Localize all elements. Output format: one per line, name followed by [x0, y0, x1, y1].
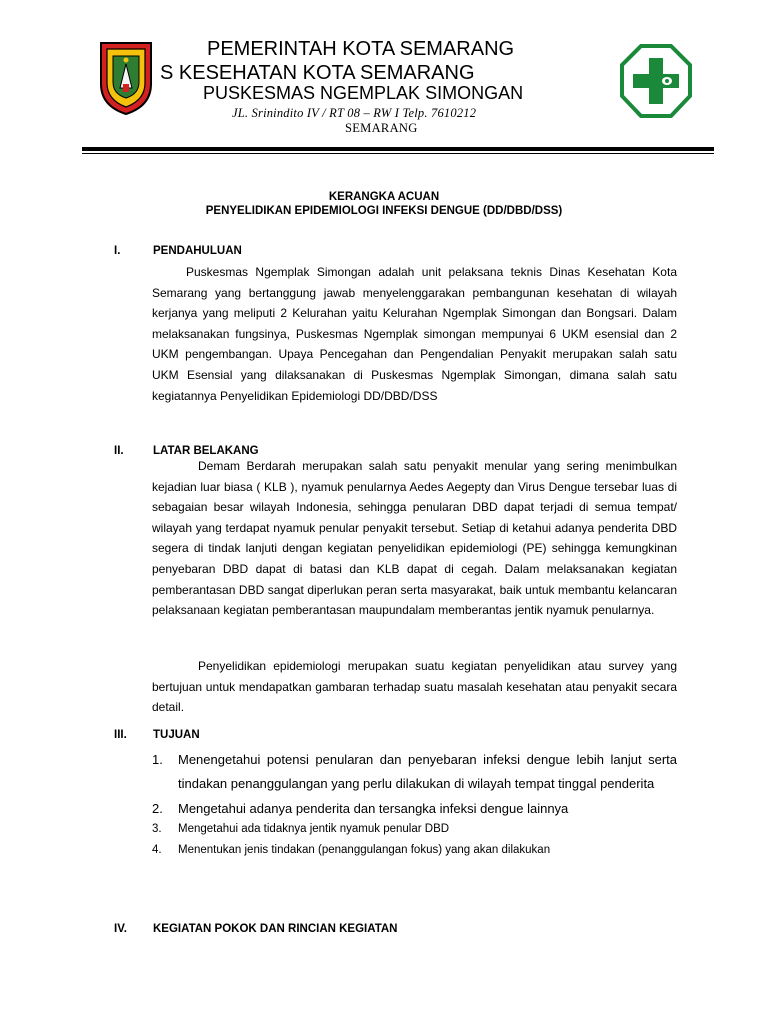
- section-number: IV.: [114, 923, 128, 935]
- letterhead-rule-thin: [82, 153, 714, 154]
- letterhead-city: SEMARANG: [345, 121, 418, 135]
- section-number: II.: [114, 445, 124, 457]
- section-heading-tujuan: TUJUAN: [153, 729, 200, 741]
- section-heading-kegiatan: KEGIATAN POKOK DAN RINCIAN KEGIATAN: [153, 923, 398, 935]
- tujuan-list: [152, 748, 677, 861]
- section-heading-pendahuluan: PENDAHULUAN: [153, 245, 242, 257]
- list-item: 1. Menengetahui potensi penularan dan penyebaran infeksi dengue lebih lanjut serta tindakan penanggulangan yang perlu dilakukan di wilayah tempat tinggal penderita: [152, 752, 677, 791]
- section-heading-latar-belakang: LATAR BELAKANG: [153, 445, 259, 457]
- letterhead-address: JL. Srinindito IV / RT 08 – RW I Telp. 7610212: [232, 106, 477, 120]
- latar-belakang-paragraph-1: Demam Berdarah merupakan salah satu penyakit menular yang sering menimbulkan kejadian luar biasa ( KLB ), nyamuk penularnya Aedes Aegepty dan Virus Dengue tersebar luas di sebagaian besar wilayah Indonesia, sehingga penularan DBD dapat terjadi di semua tempat/ wilayah yang terdapat nyamuk penular penyakit tersebut. Setiap di ketahui adanya penderita DBD segera di tindak lanjuti dengan kegiatan penyelidikan epidemiologi (PE) sehingga kemungkinan penyebaran DBD dapat di batasi dan KLB dapat di cegah. Dalam melaksanakan kegiatan pemberantasan DBD sangat diperlukan peran serta masyarakat, baik untuk membantu kelancaran pelaksanaan kegiatan pemberantasan maupundalam memberantas jentik nyamuk penularnya.: [152, 459, 677, 618]
- letterhead-government: PEMERINTAH KOTA SEMARANG: [207, 38, 515, 60]
- puskesmas-green-cross-icon: [620, 44, 692, 118]
- document-title: [0, 190, 768, 218]
- letterhead-puskesmas: PUSKESMAS NGEMPLAK SIMONGAN: [203, 83, 524, 103]
- document-title-line1: KERANGKA ACUAN: [328, 191, 440, 203]
- pendahuluan-paragraph: Puskesmas Ngemplak Simongan adalah unit pelaksana teknis Dinas Kesehatan Kota Semarang yang bertanggung jawab menyelenggarakan pembangunan kesehatan di wilayah kerjanya yang meliputi 2 Kelurahan yaitu Kelurahan Ngemplak Simongan dan Bongsari. Dalam melaksanakan fungsinya, Puskesmas Ngemplak simongan mempunyai 6 UKM esensial dan 2 UKM pengembangan. Upaya Pencegahan dan Pengendalian Penyakit merupakan salah satu UKM Esensial yang dilaksanakan di Puskesmas Ngemplak Simongan, dimana salah satu kegiatannya Penyelidikan Epidemiologi DD/DBD/DSS: [152, 265, 677, 403]
- letterhead-health-office: S KESEHATAN KOTA SEMARANG: [160, 62, 475, 84]
- letterhead-rule-thick: [82, 147, 714, 151]
- latar-belakang-paragraph-2: Penyelidikan epidemiologi merupakan suatu kegiatan penyelidikan atau survey yang bertujuan untuk mendapatkan gambaran terhadap suatu masalah kesehatan atau penyakit secara detail.: [152, 659, 677, 715]
- list-item: 4. Menentukan jenis tindakan (penanggulangan fokus) yang akan dilakukan: [152, 844, 551, 856]
- section-number: I.: [114, 245, 121, 257]
- list-item: 2. Mengetahui adanya penderita dan tersangka infeksi dengue lainnya: [152, 801, 569, 816]
- semarang-city-emblem-icon: [98, 40, 154, 116]
- section-number: III.: [114, 729, 127, 741]
- document-title-line2: PENYELIDIKAN EPIDEMIOLOGI INFEKSI DENGUE (DD/DBD/DSS): [205, 205, 563, 217]
- list-item: 3. Mengetahui ada tidaknya jentik nyamuk penular DBD: [152, 823, 450, 835]
